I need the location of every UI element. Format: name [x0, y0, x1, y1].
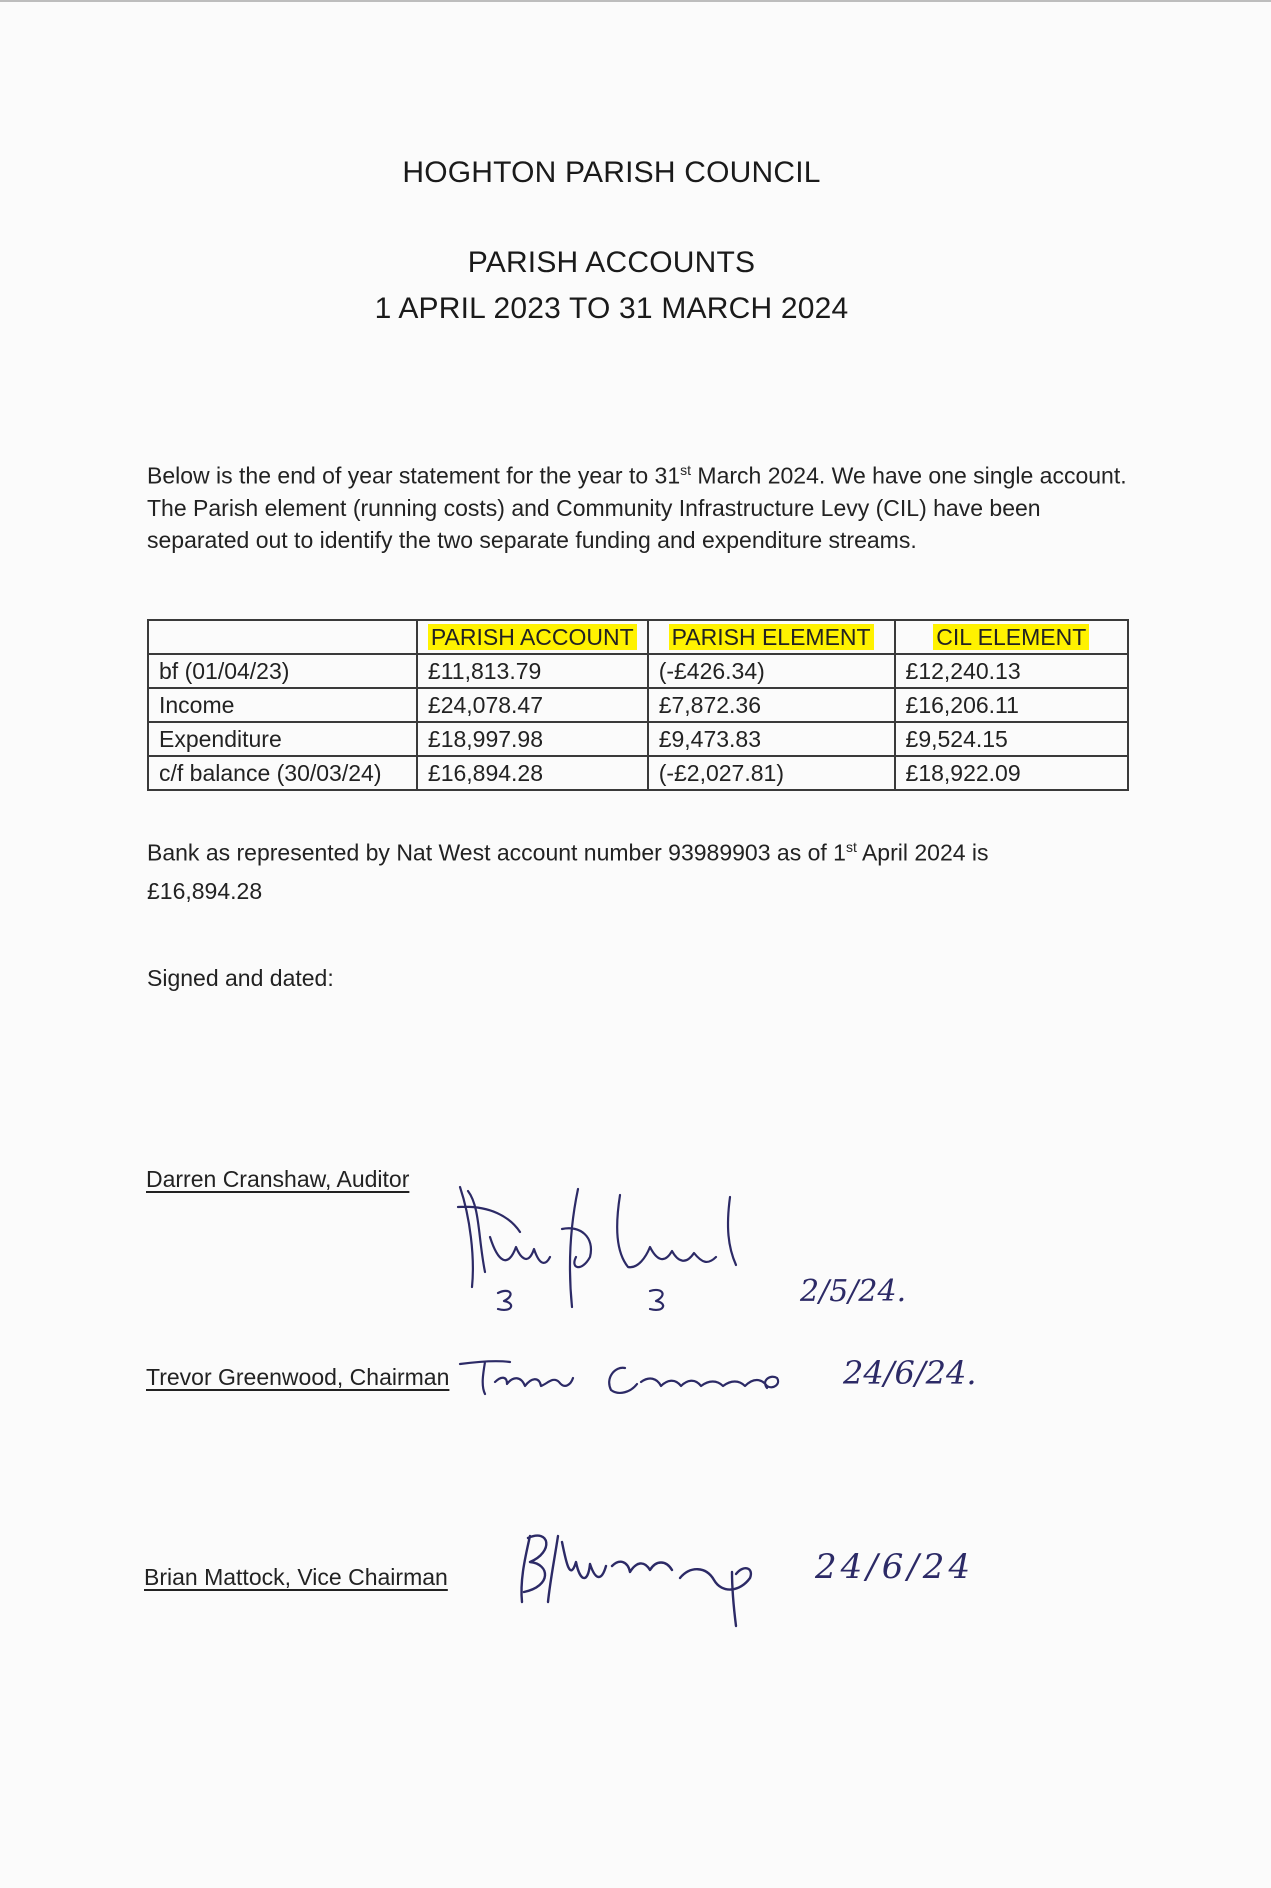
table-header-cil-element	[895, 620, 1128, 654]
table-header-blank	[148, 620, 417, 654]
column-header-label: PARISH ELEMENT	[669, 624, 874, 650]
table-row	[148, 654, 1128, 688]
table-cell: £9,524.15	[895, 722, 1128, 756]
intro-paragraph	[147, 454, 1137, 556]
chairman-signature	[455, 1354, 805, 1404]
table-cell: £7,872.36	[648, 688, 895, 722]
accounts-period: 1 APRIL 2023 TO 31 MARCH 2024	[374, 292, 849, 325]
table-cell: £18,997.98	[417, 722, 648, 756]
table-header-parish-element	[648, 620, 895, 654]
table-cell: £24,078.47	[417, 688, 648, 722]
table-cell: £16,894.28	[417, 756, 648, 790]
document-title: PARISH ACCOUNTS	[467, 246, 756, 279]
vice-chairman-name: Brian Mattock, Vice Chairman	[144, 1564, 448, 1590]
row-label: bf (01/04/23)	[148, 654, 417, 688]
column-header-label: CIL ELEMENT	[933, 624, 1089, 650]
table-cell: £18,922.09	[895, 756, 1128, 790]
chairman-name: Trevor Greenwood, Chairman	[146, 1364, 450, 1390]
table-row	[148, 688, 1128, 722]
auditor-name: Darren Cranshaw, Auditor	[146, 1166, 410, 1192]
bank-ordinal-suffix: st	[845, 839, 857, 855]
table-row	[148, 756, 1128, 790]
vice-chairman-signature	[510, 1522, 790, 1632]
bank-amount: £16,894.28	[147, 877, 263, 904]
row-label: Expenditure	[148, 722, 417, 756]
table-cell: £12,240.13	[895, 654, 1128, 688]
bank-statement	[147, 828, 1047, 910]
signed-and-dated-label: Signed and dated:	[147, 965, 334, 991]
table-header-parish-account	[417, 620, 648, 654]
auditor-signature	[450, 1177, 760, 1317]
row-label: c/f balance (30/03/24)	[148, 756, 417, 790]
intro-ordinal-suffix: st	[680, 462, 692, 478]
column-header-label: PARISH ACCOUNT	[428, 624, 637, 650]
table-cell: £16,206.11	[895, 688, 1128, 722]
bank-text-start: Bank as represented by Nat West account number 93989903 as of 1	[147, 839, 846, 866]
row-label: Income	[148, 688, 417, 722]
chairman-date: 24/6/24.	[843, 1354, 977, 1392]
table-row	[148, 722, 1128, 756]
bank-text-end: April 2024 is	[856, 839, 989, 866]
table-cell: £11,813.79	[417, 654, 648, 688]
table-header-row	[148, 620, 1128, 654]
table-cell: (-£2,027.81)	[648, 756, 895, 790]
auditor-date: 2/5/24.	[800, 1274, 907, 1309]
intro-text-end: March 2024. We have one single account. The Parish element (running costs) and Community Infrastructure Levy (CIL) have been separated out to identify the two separate funding and expenditure streams.	[147, 462, 1127, 553]
table-cell: £9,473.83	[648, 722, 895, 756]
council-name: HOGHTON PARISH COUNCIL	[402, 156, 821, 189]
vice-chairman-date: 24/6/24	[815, 1547, 975, 1587]
table-cell: (-£426.34)	[648, 654, 895, 688]
intro-text-start: Below is the end of year statement for the year to 31	[147, 462, 681, 489]
accounts-table	[147, 619, 1129, 791]
